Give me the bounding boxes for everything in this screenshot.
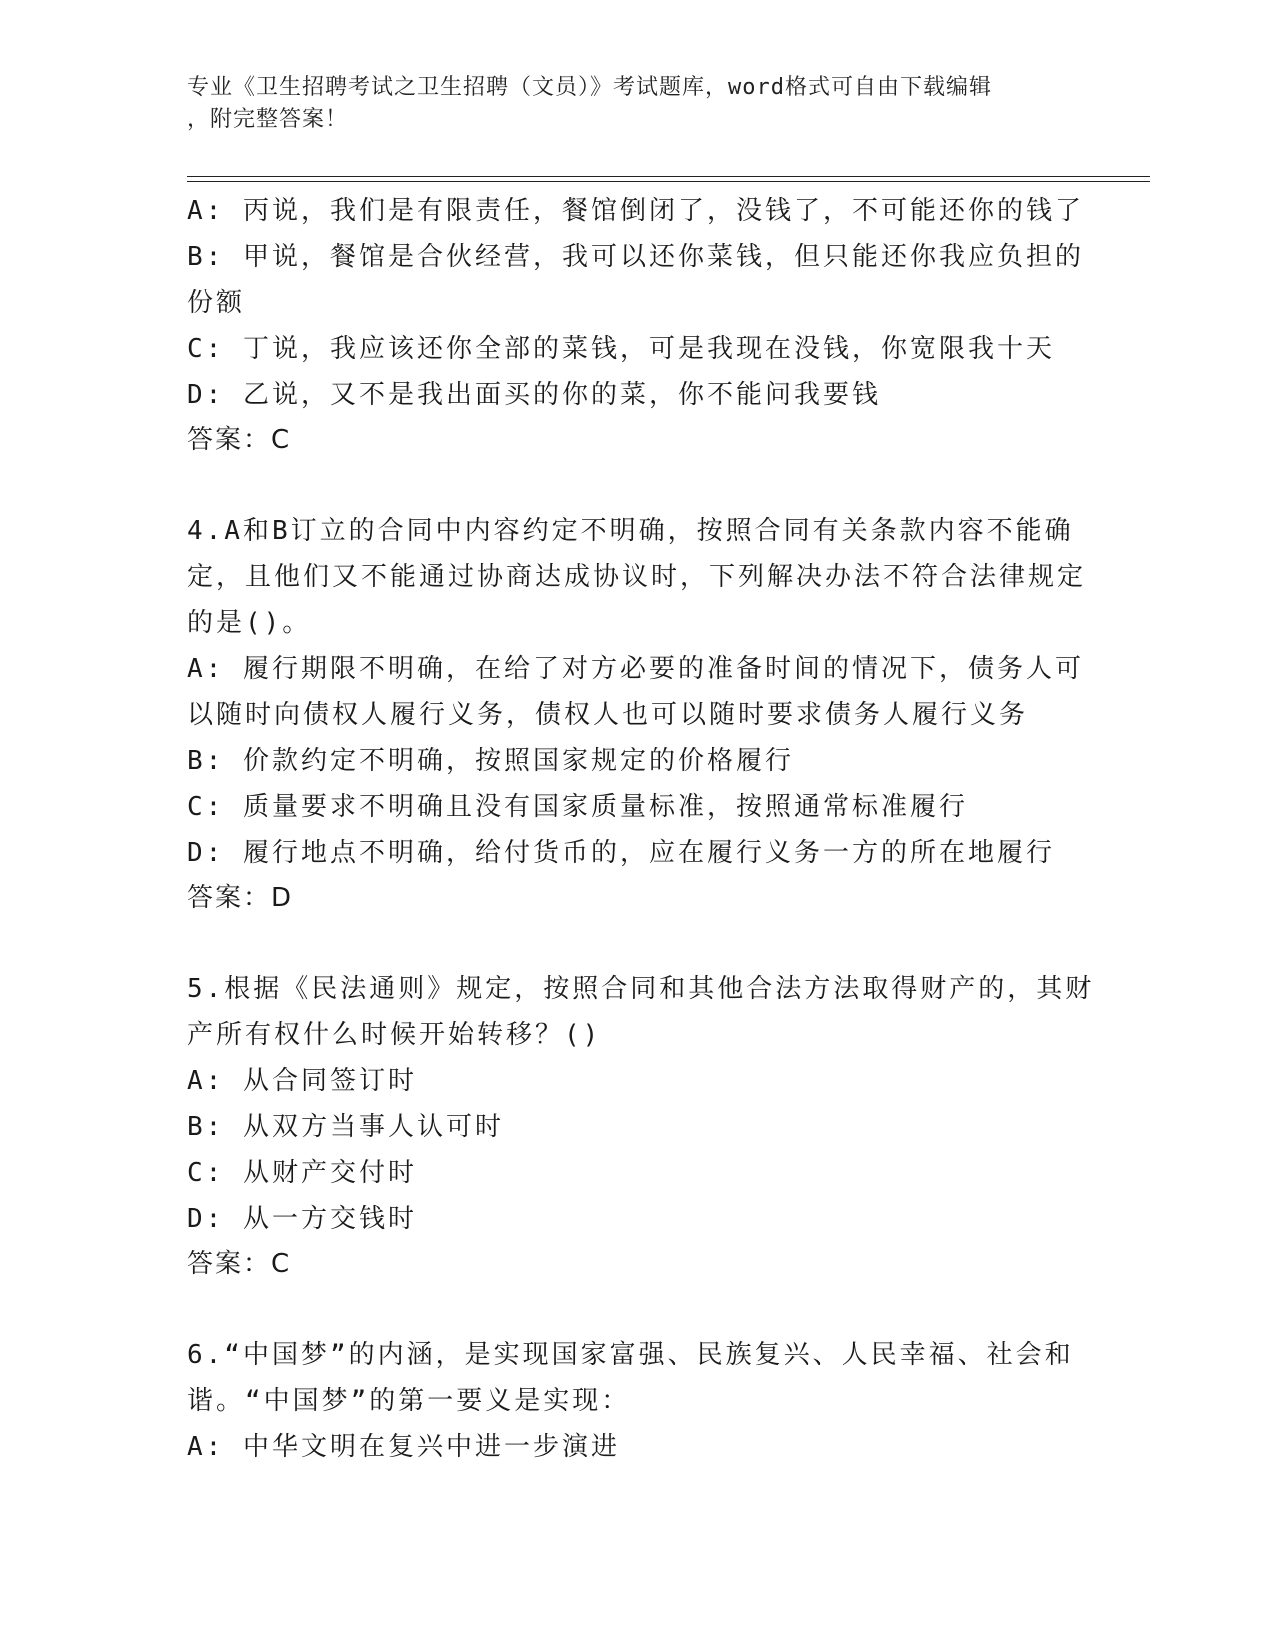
- question-stem: 5.根据《民法通则》规定，按照合同和其他合法方法取得财产的，其财产所有权什么时候开始转移？(): [187, 974, 1095, 1050]
- question-4: [187, 508, 1097, 920]
- question-content: [187, 188, 1097, 1470]
- option-d: D: 履行地点不明确，给付货币的，应在履行义务一方的所在地履行: [187, 838, 1055, 868]
- page-header: [187, 72, 1067, 136]
- question-6: [187, 1332, 1097, 1470]
- question-stem: 6.“中国梦”的内涵，是实现国家富强、民族复兴、人民幸福、社会和谐。“中国梦”的第一要义是实现：: [187, 1340, 1074, 1416]
- answer-line: 答案：C: [187, 425, 292, 455]
- question-spacer: [187, 1286, 1097, 1332]
- option-d: D: 从一方交钱时: [187, 1204, 417, 1234]
- question-stem: 4.A和B订立的合同中内容约定不明确，按照合同有关条款内容不能确定，且他们又不能通过协商达成协议时，下列解决办法不符合法律规定的是()。: [187, 516, 1087, 638]
- option-a: A: 丙说，我们是有限责任，餐馆倒闭了，没钱了，不可能还你的钱了: [187, 196, 1084, 226]
- option-a: A: 从合同签订时: [187, 1066, 417, 1096]
- option-c: C: 从财产交付时: [187, 1158, 417, 1188]
- question-spacer: [187, 920, 1097, 966]
- question-3-tail: [187, 188, 1097, 462]
- option-b: B: 甲说，餐馆是合伙经营，我可以还你菜钱，但只能还你我应负担的份额: [187, 242, 1084, 318]
- option-b: B: 价款约定不明确，按照国家规定的价格履行: [187, 746, 794, 776]
- header-title-line-2: ，附完整答案！: [187, 107, 349, 132]
- header-double-rule: [187, 176, 1150, 182]
- option-c: C: 丁说，我应该还你全部的菜钱，可是我现在没钱，你宽限我十天: [187, 334, 1055, 364]
- option-d: D: 乙说，又不是我出面买的你的菜，你不能问我要钱: [187, 380, 881, 410]
- header-title-line-1: 专业《卫生招聘考试之卫生招聘（文员）》考试题库，word格式可自由下载编辑: [187, 75, 992, 100]
- answer-line: 答案：C: [187, 1249, 292, 1279]
- option-b: B: 从双方当事人认可时: [187, 1112, 504, 1142]
- question-5: [187, 966, 1097, 1286]
- answer-line: 答案：D: [187, 883, 294, 913]
- question-spacer: [187, 462, 1097, 508]
- option-a: A: 履行期限不明确，在给了对方必要的准备时间的情况下，债务人可以随时向债权人履行义务，债权人也可以随时要求债务人履行义务: [187, 654, 1084, 730]
- option-c: C: 质量要求不明确且没有国家质量标准，按照通常标准履行: [187, 792, 968, 822]
- option-a: A: 中华文明在复兴中进一步演进: [187, 1432, 620, 1462]
